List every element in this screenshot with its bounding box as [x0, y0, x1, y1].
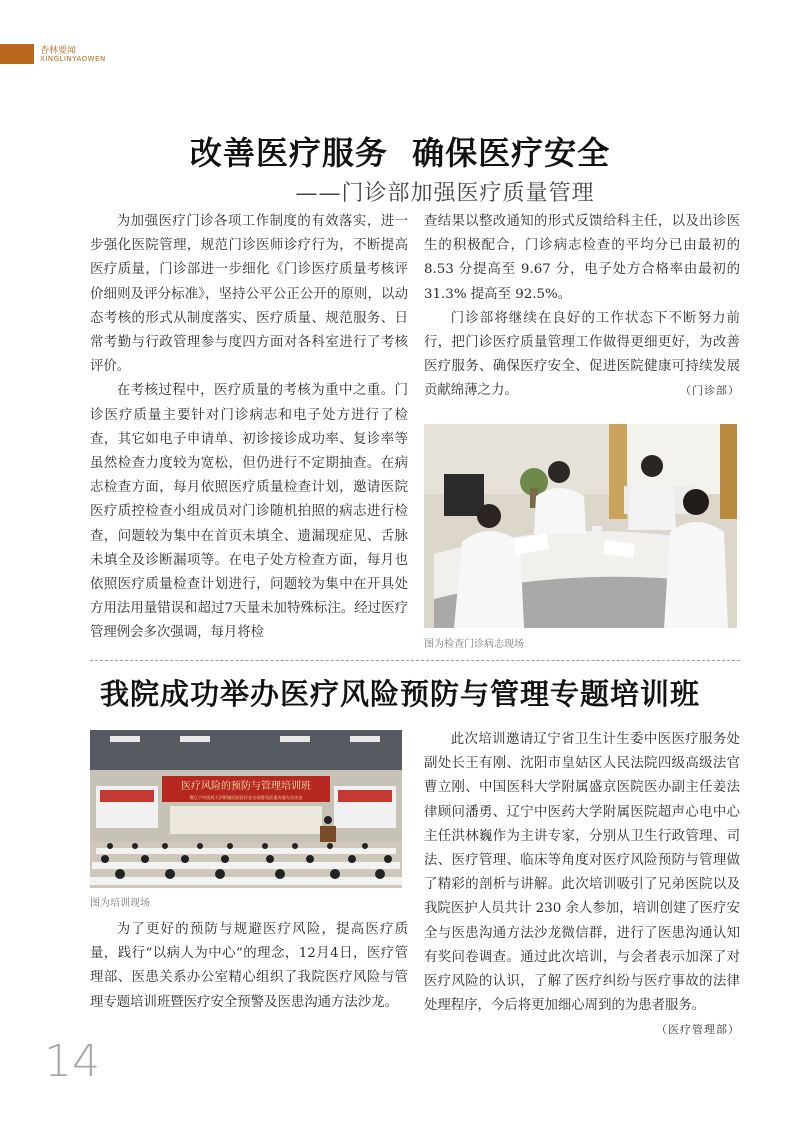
article1-paragraph-2: 在考核过程中，医疗质量的考核为重中之重。门诊医疗质量主要针对门诊病志和电子处方进行了检查，其它如电子申请单、初诊接诊成功率、复诊率等虽然检查力度较为宽松，但仍进行不定期抽查。在病志检查方面，每月依照医疗质量检查计划，邀请医院医疗质控检查小组成员对门诊随机拍照的病志进行检查，问题较为集中在首页未填全、遗漏现症见、舌脉未填全及诊断漏项等。在电子处方检查方面，每月也依照医疗质量检查计划进行，问题较为集中在开具处方用法用量错误和超过7天量未加特殊标注。经过医疗管理例会多次强调，每月将检 [90, 383, 408, 641]
article2-paragraph-2 [424, 728, 740, 1037]
training-photo [90, 730, 402, 888]
training-photo-caption: 图为培训现场 [90, 898, 150, 909]
article2-column-2 [424, 728, 740, 1043]
article1-paragraph-2-cont: 查结果以整改通知的形式反馈给科主任，以及出诊医生的积极配合，门诊病志检查的平均分已由最初的 8.53 分提高至 9.67 分，电子处方合格率由最初的 31.3% 提高至 92.5%。 [424, 214, 740, 302]
article2-column-1 [90, 918, 408, 1015]
section-tab [0, 44, 34, 64]
article1-credit: （门诊部） [680, 384, 740, 398]
inspection-photo-caption: 图为检查门诊病志现场 [424, 639, 524, 650]
banner-subtext: 暨辽宁中医药大学附属医院医疗安全预警及医患沟通方法沙龙 [189, 795, 303, 800]
article1-title: 改善医疗服务 确保医疗安全 [189, 134, 611, 172]
article1-paragraph-3-text: 门诊部将继续在良好的工作状态下不断努力前行，把门诊医疗质量管理工作做得更细更好，为改善医疗服务、确保医疗安全、促进医院健康可持续发展贡献绵薄之力。 [424, 310, 740, 399]
page-number: 14 [44, 1036, 100, 1087]
section-title-en: XINGLINYAOWEN [40, 55, 106, 63]
article-divider [90, 660, 740, 661]
banner-text: 医疗风险的预防与管理培训班 [181, 781, 311, 792]
article1-subtitle: ——门诊部加强医疗质量管理 [295, 181, 595, 206]
article2-paragraph-2-text: 此次培训邀请辽宁省卫生计生委中医医疗服务处副处长王有刚、沈阳市皇姑区人民法院四级高级法官曹立刚、中国医科大学附属盛京医院医办副主任姜法律顾问潘勇、辽宁中医药大学附属医院超声心电中心主任洪林巍作为主讲专家，分别从卫生行政管理、司法、医疗管理、临床等角度对医疗风险预防与管理做了精彩的剖析与讲解。此次培训吸引了兄弟医院以及我院医护人员共计 230 余人参加，培训创建了医疗安全与医患沟通方法沙龙微信群，进行了医患沟通认知有奖问卷调查。通过此次培训，与会者表示加深了对医疗风险的认识，了解了医疗纠纷与医疗事故的法律处理程序，今后将更加细心周到的为患者服务。 [424, 732, 740, 1014]
article1-paragraph-1: 为加强医疗门诊各项工作制度的有效落实，进一步强化医院管理，规范门诊医师诊疗行为，不断提高医疗质量，门诊部进一步细化《门诊医疗质量考核评价细则及评分标准》，坚持公平公正公开的原则，以动态考核的形式从制度落实、医疗质量、规范服务、日常考勤与行政管理参与度四方面对各科室进行了考核评价。 [90, 214, 408, 375]
article2-credit: （医疗管理部） [656, 1023, 740, 1037]
article1-column-1 [90, 210, 408, 646]
inspection-photo [424, 424, 737, 628]
article2-paragraph-1: 为了更好的预防与规避医疗风险，提高医疗质量，践行“以病人为中心”的理念，12月4日，医疗管理部、医患关系办公室精心组织了我院医疗风险与管理专题培训班暨医疗安全预警及医患沟通方法沙龙。 [90, 922, 408, 1010]
section-title: 杏林要闻 [40, 46, 77, 56]
article1-column-2 [424, 210, 740, 404]
article2-title: 我院成功举办医疗风险预防与管理专题培训班 [99, 677, 700, 711]
article1-paragraph-3 [424, 307, 740, 404]
